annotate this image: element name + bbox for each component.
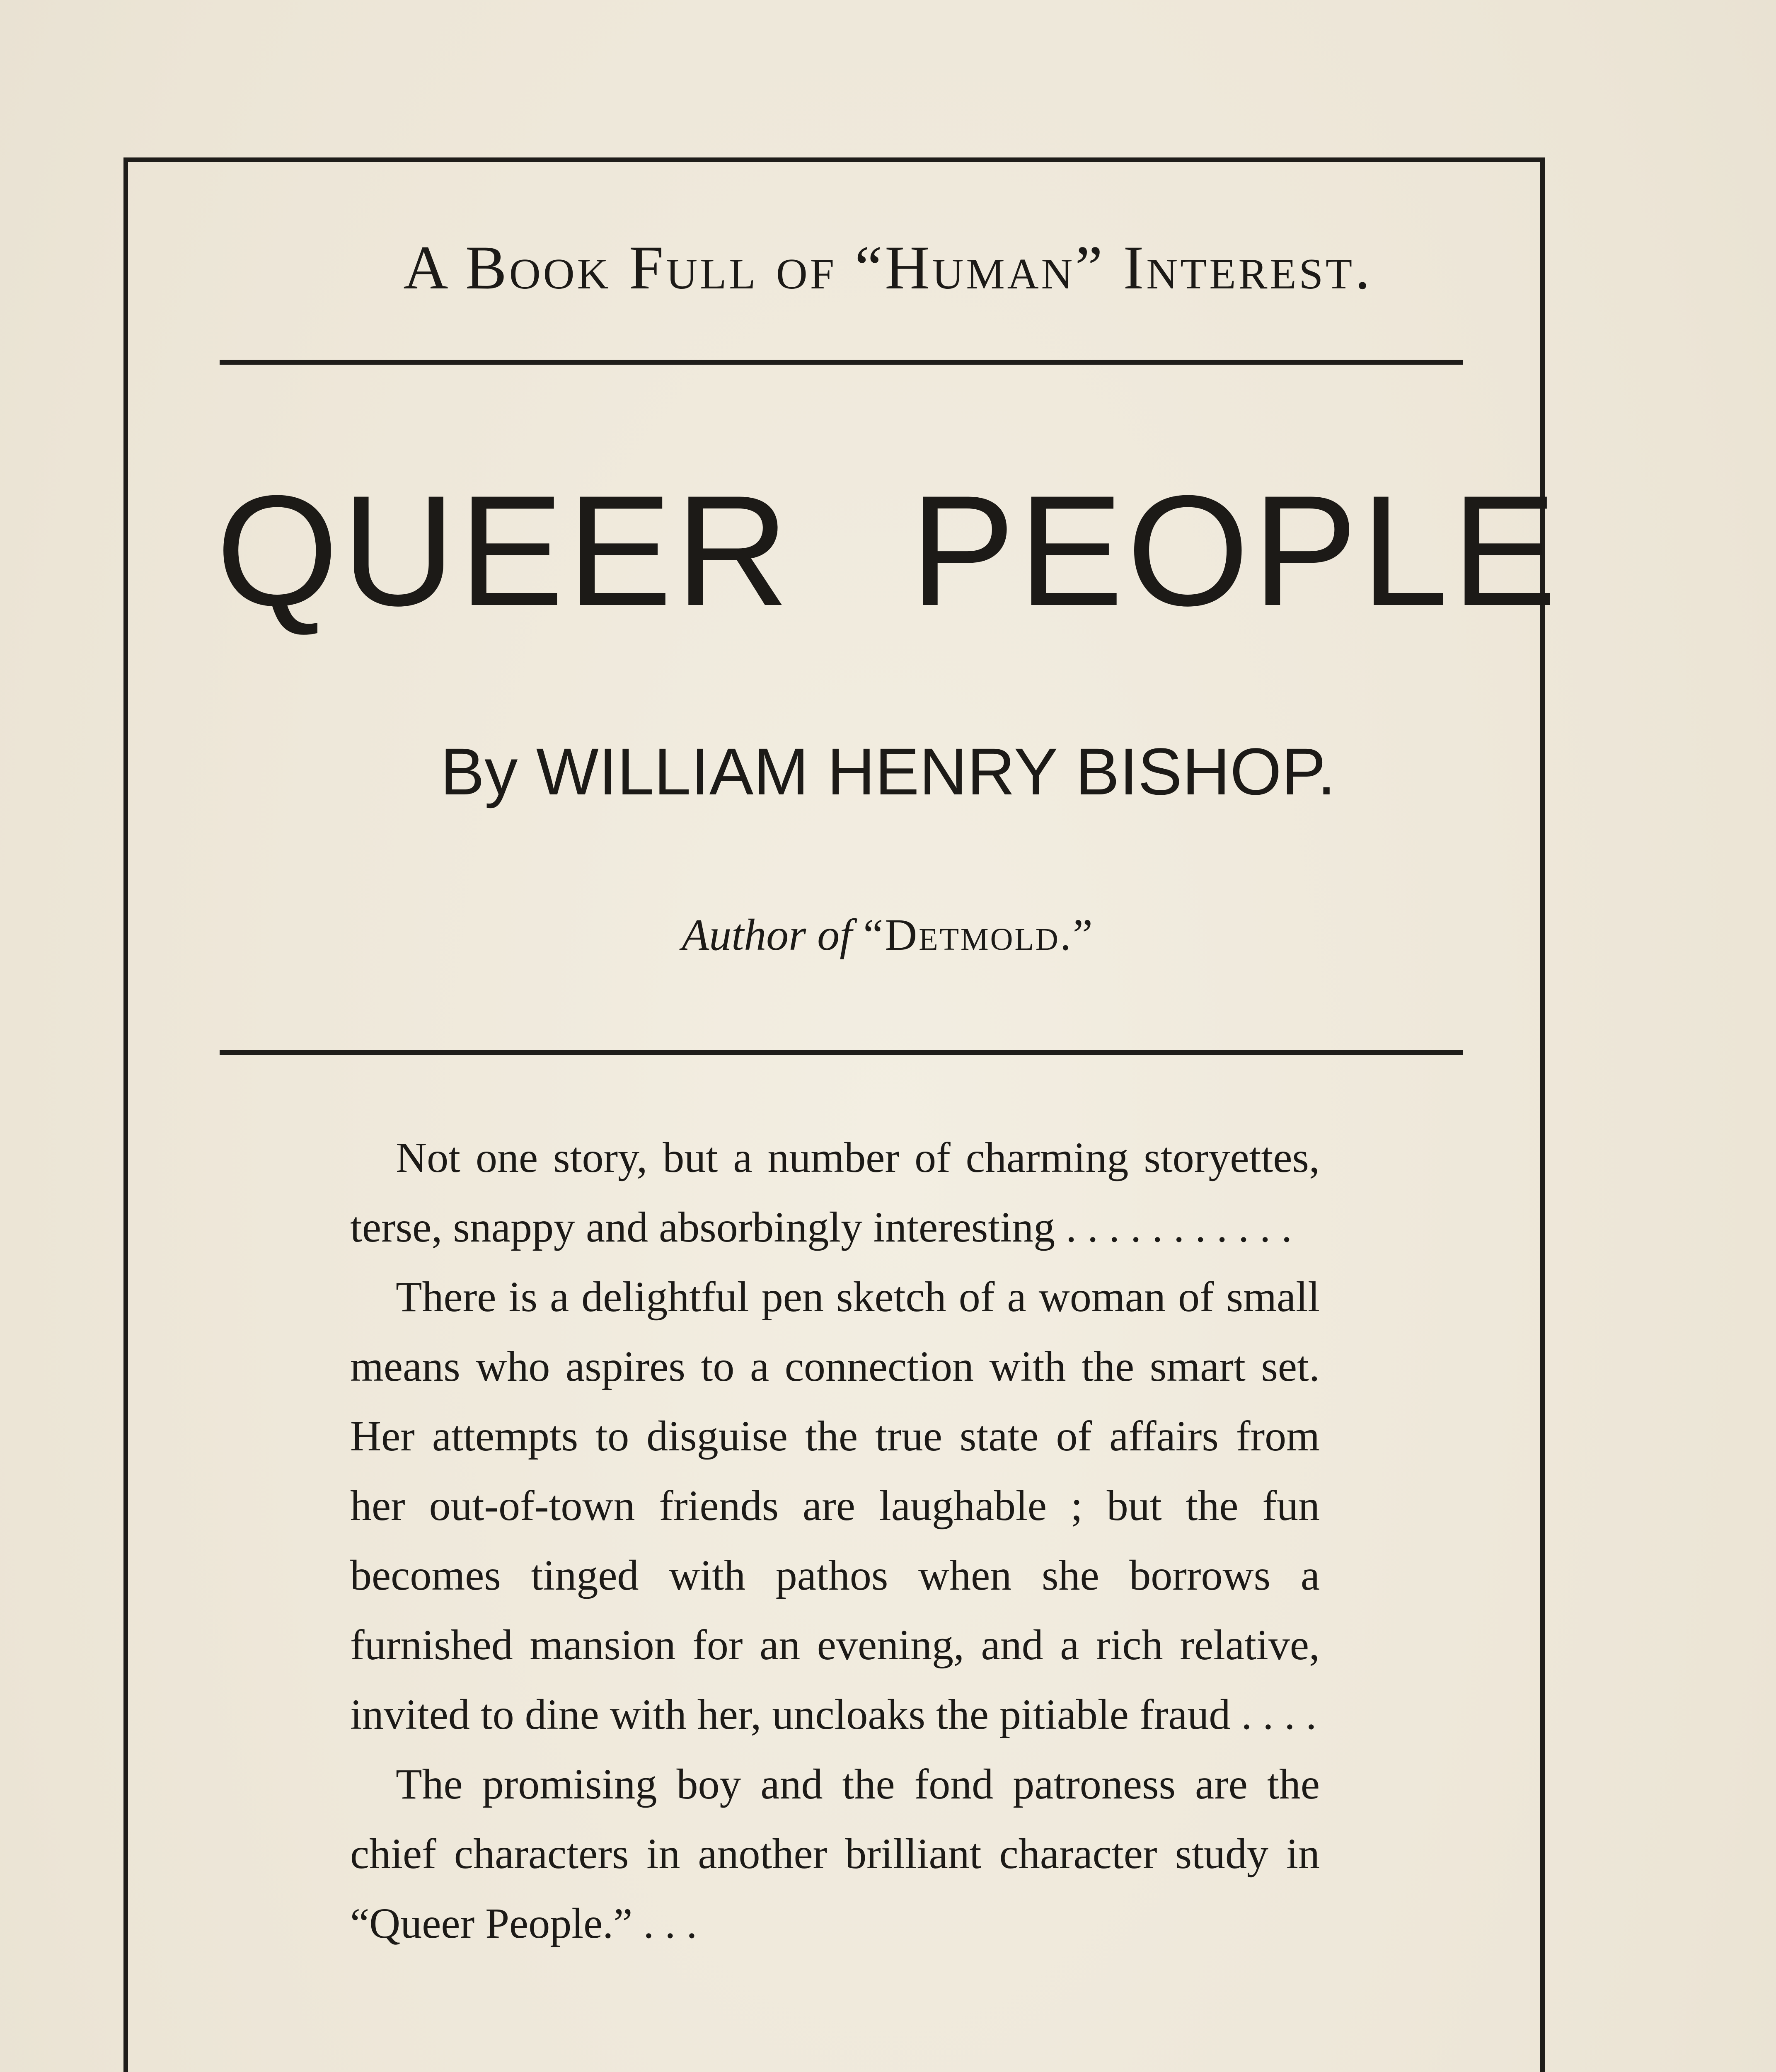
author-of-prefix: Author of <box>682 910 852 960</box>
divider-rule <box>220 360 1463 365</box>
description-body <box>350 1123 1320 1958</box>
description-paragraph: Not one story, but a number of charming storyettes, terse, snappy and absorbingly interesting . . . . . . . . . . . <box>350 1134 1320 1251</box>
author-of-work: “Detmold.” <box>863 910 1094 960</box>
description-paragraph: There is a delightful pen sketch of a woman of small means who aspires to a connection with the smart set. Her attempts to disguise the true state of affairs from her out-of-town friends are laughable ; but the fun becomes tinged with pathos when she borrows a furnished mansion for an evening, and a rich relative, invited to dine with her, uncloaks the pitiable fraud . . . . <box>350 1273 1320 1738</box>
author-previous-work <box>0 910 1776 961</box>
author-byline: By WILLIAM HENRY BISHOP. <box>440 734 1336 808</box>
ad-headline: A Book Full of “Human” Interest. <box>403 233 1373 302</box>
description-paragraph: The promising boy and the fond patroness are the chief characters in another brilliant character study in “Queer People.” . . . <box>350 1760 1320 1947</box>
divider-rule <box>220 1050 1463 1055</box>
book-title: QUEER PEOPLE <box>216 462 1560 639</box>
